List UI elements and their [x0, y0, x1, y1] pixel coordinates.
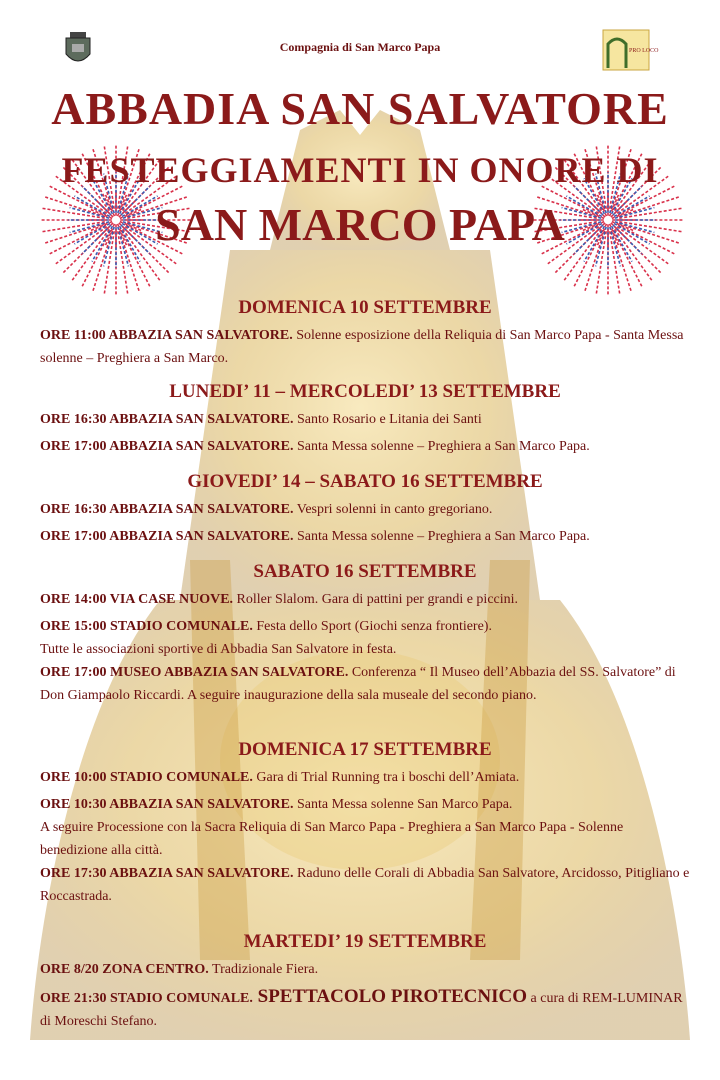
event-item [40, 985, 690, 1033]
header [0, 0, 720, 80]
event-item [40, 324, 690, 370]
fireworks-show-label: SPETTACOLO PIROTECNICO [252, 986, 528, 1007]
event-item [40, 816, 690, 862]
event-description: Conferenza “ Il Museo dell’Abbazia del SS. Salvatore” di Don Giampaolo Riccardi. A seguire inaugurazione della sala museale del secondo piano. [40, 665, 676, 703]
event-description: A seguire Processione con la Sacra Reliquia di San Marco Papa - Preghiera a San Marco Papa - Solenne benedizione alla città. [40, 820, 624, 858]
event-time-place: ORE 14:00 VIA CASE NUOVE. [40, 592, 234, 607]
event-description: Santa Messa solenne San Marco Papa. [293, 797, 513, 812]
event-time-place: ORE 11:00 ABBAZIA SAN SALVATORE. [40, 328, 293, 343]
event-time-place: ORE 10:30 ABBAZIA SAN SALVATORE. [40, 797, 294, 812]
event-description: Santa Messa solenne – Preghiera a San Marco Papa. [293, 529, 590, 544]
pro-loco-logo-icon [603, 30, 659, 70]
day-heading: GIOVEDI’ 14 – SABATO 16 SETTEMBRE [187, 471, 543, 492]
day-section [40, 560, 690, 732]
event-item [40, 766, 690, 789]
event-description: Roller Slalom. Gara di pattini per grandi e piccini. [233, 592, 519, 607]
day-heading: SABATO 16 SETTEMBRE [253, 561, 477, 582]
day-section [40, 380, 690, 464]
event-time-place: ORE 21:30 STADIO COMUNALE. [40, 991, 253, 1006]
day-heading: LUNEDI’ 11 – MERCOLEDI’ 13 SETTEMBRE [169, 381, 561, 402]
event-item [40, 588, 690, 611]
day-section [40, 470, 690, 554]
event-time-place: ORE 17:30 ABBAZIA SAN SALVATORE. [40, 866, 294, 881]
event-item [40, 862, 690, 908]
saint-title: SAN MARCO PAPA [155, 199, 565, 250]
event-description: Santo Rosario e Litania dei Santi [293, 412, 482, 427]
day-heading: DOMENICA 17 SETTEMBRE [238, 739, 492, 760]
event-item [40, 408, 690, 431]
event-item [40, 793, 690, 816]
day-section [40, 738, 690, 916]
event-description: Festa dello Sport (Giochi senza frontiere). [252, 619, 492, 634]
event-time-place: ORE 16:30 ABBAZIA SAN SALVATORE. [40, 502, 294, 517]
event-item [40, 525, 690, 548]
event-description: Solenne esposizione della Reliquia di San Marco Papa - Santa Messa solenne – Preghiera a San Marco. [40, 328, 684, 366]
event-time-place: ORE 8/20 ZONA CENTRO. [40, 962, 209, 977]
day-section [40, 930, 690, 1033]
event-description: Gara di Trial Running tra i boschi dell’Amiata. [252, 770, 520, 785]
event-item [40, 958, 690, 981]
event-description: Raduno delle Corali di Abbadia San Salvatore, Arcidosso, Pitigliano e Roccastrada. [40, 866, 690, 904]
organization-name: Compagnia di San Marco Papa [279, 40, 441, 54]
day-heading: DOMENICA 10 SETTEMBRE [238, 297, 492, 318]
event-time-place: ORE 15:00 STADIO COMUNALE. [40, 619, 253, 634]
event-time-place: ORE 16:30 ABBAZIA SAN SALVATORE. [40, 412, 294, 427]
event-item [40, 435, 690, 458]
event-description: Vespri solenni in canto gregoriano. [293, 502, 493, 517]
event-item [40, 498, 690, 521]
pro-loco-text: PRO LOCO [629, 48, 659, 54]
event-time-place: ORE 17:00 MUSEO ABBAZIA SAN SALVATORE. [40, 665, 349, 680]
day-section [40, 296, 690, 368]
event-item [40, 661, 690, 707]
event-time-place: ORE 10:00 STADIO COMUNALE. [40, 770, 253, 785]
subtitle: FESTEGGIAMENTI IN ONORE DI [61, 150, 659, 190]
day-heading: MARTEDI’ 19 SETTEMBRE [243, 931, 487, 952]
event-item [40, 615, 690, 638]
event-time-place: ORE 17:00 ABBAZIA SAN SALVATORE. [40, 439, 294, 454]
event-time-place: ORE 17:00 ABBAZIA SAN SALVATORE. [40, 529, 294, 544]
main-title: ABBADIA SAN SALVATORE [51, 83, 669, 134]
event-description: a cura di REM-LUMINAR di Moreschi Stefano. [40, 991, 683, 1029]
program [40, 296, 690, 1039]
event-description: Tutte le associazioni sportive di Abbadia San Salvatore in festa. [40, 642, 397, 657]
event-description: Santa Messa solenne – Preghiera a San Marco Papa. [293, 439, 590, 454]
event-description: Tradizionale Fiera. [208, 962, 319, 977]
event-item [40, 638, 690, 661]
